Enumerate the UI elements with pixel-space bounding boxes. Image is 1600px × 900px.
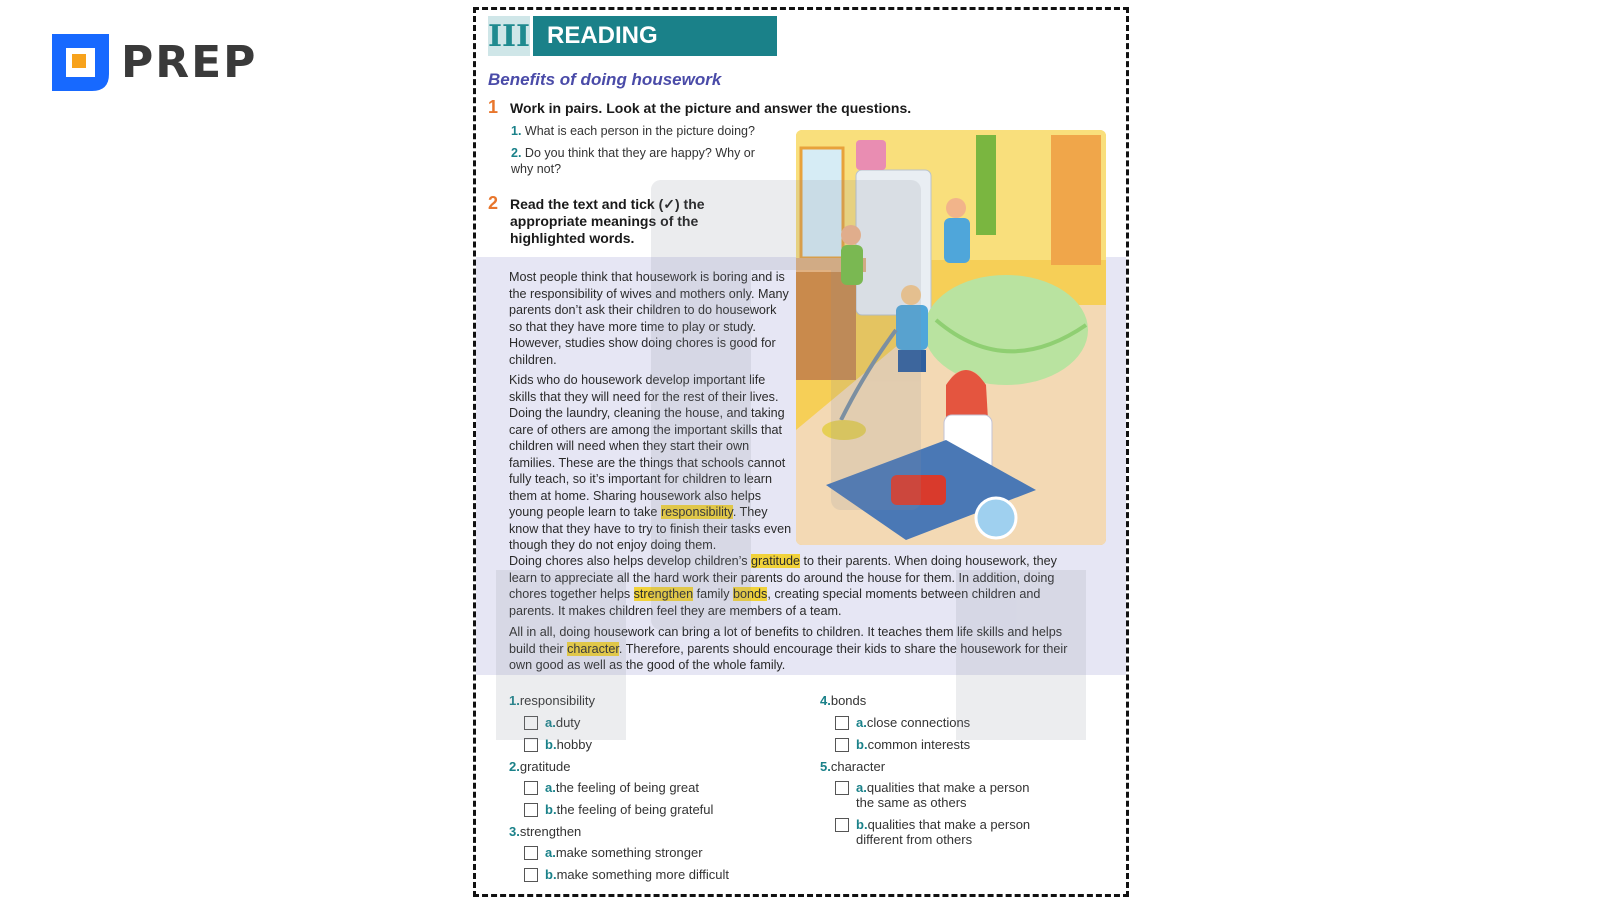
reading-paragraph-1: Most people think that housework is boring and is the responsibility of wives and mothers only. Many parents don’t ask their children to do housework so that they have more time to play or study. However, studies show doing chores is good for children. (509, 270, 789, 367)
textbook-page (473, 7, 1129, 897)
highlight-strengthen: strengthen (633, 587, 694, 601)
exercise-word: 2.gratitude (509, 759, 571, 774)
task-1-number: 1 (488, 97, 499, 117)
task-1-question: 1. What is each person in the picture doing? (511, 124, 755, 138)
answer-checkbox[interactable] (524, 716, 538, 730)
answer-option: a.duty (545, 715, 581, 730)
task-1-instruction: Work in pairs. Look at the picture and answer the questions. (510, 100, 912, 116)
highlight-gratitude: gratitude (751, 554, 801, 568)
answer-checkbox[interactable] (835, 781, 849, 795)
answer-checkbox[interactable] (524, 846, 538, 860)
answer-option: b.make something more difficult (545, 867, 730, 882)
answer-checkbox[interactable] (524, 781, 538, 795)
highlight-bonds: bonds (733, 587, 768, 601)
answer-option: b.common interests (856, 737, 971, 752)
reading-paragraph-4: All in all, doing housework can bring a lot of benefits to children. It teaches them life skills and helps build their character. Therefore, parents should encourage their kids to share the housework for their own good as well as the good of the whole family. (509, 625, 1068, 672)
section-title: READING (533, 16, 777, 56)
answer-option: b.the feeling of being grateful (545, 802, 714, 817)
answer-option: a.qualities that make a person the same as others (856, 780, 1030, 810)
task-2 (488, 193, 718, 247)
exercise-word: 4.bonds (820, 693, 867, 708)
section-number: III (488, 16, 530, 56)
brand-name: PREP (121, 37, 258, 88)
task-1-question: 2. Do you think that they are happy? Why or why not? (511, 146, 755, 176)
answer-checkbox[interactable] (524, 868, 538, 882)
exercise-word: 5.character (820, 759, 886, 774)
answer-option: a.make something stronger (545, 845, 703, 860)
exercise-word: 3.strengthen (509, 824, 582, 839)
prep-logo (52, 34, 257, 91)
reading-paragraph-3: Doing chores also helps develop children’s gratitude to their parents. When doing housework, they learn to appreciate all the hard work their parents do around the house for them. In addition, doing chores together helps strengthen family bonds, creating special moments between children and parents. It makes children feel they are members of a team. (509, 554, 1057, 618)
task-2-instruction: Read the text and tick (✓) the appropriate meanings of the highlighted words. (510, 196, 705, 246)
answer-option: a.the feeling of being great (545, 780, 699, 795)
highlight-responsibility: responsibility (660, 505, 733, 519)
task-2-number: 2 (488, 193, 499, 213)
reading-paragraph-2: Kids who do housework develop important life skills that they will need for the rest of their lives. Doing the laundry, cleaning the house, and taking care of others are among the important skills that children will need when they start their own families. These are the things that schools cannot fully teach, so it’s important for children to learn them at home. Sharing housework also helps young people learn to take responsibility. They know that they have to try to finish their tasks even though they do not enjoy doing them. (509, 373, 792, 552)
section-header (488, 16, 777, 56)
answer-checkbox[interactable] (835, 738, 849, 752)
exercise-word: 1.responsibility (509, 693, 595, 708)
highlight-character: character (567, 641, 619, 656)
prep-logo-icon (52, 34, 109, 91)
task-1 (488, 97, 958, 117)
answer-checkbox[interactable] (524, 803, 538, 817)
answer-checkbox[interactable] (524, 738, 538, 752)
answer-checkbox[interactable] (835, 716, 849, 730)
answer-option: a.close connections (856, 715, 971, 730)
answer-checkbox[interactable] (835, 818, 849, 832)
answer-option: b.hobby (545, 737, 592, 752)
family-housework-illustration (796, 130, 1106, 545)
answer-option: b.qualities that make a person different from others (856, 817, 1031, 847)
lesson-subtitle: Benefits of doing housework (488, 70, 722, 89)
